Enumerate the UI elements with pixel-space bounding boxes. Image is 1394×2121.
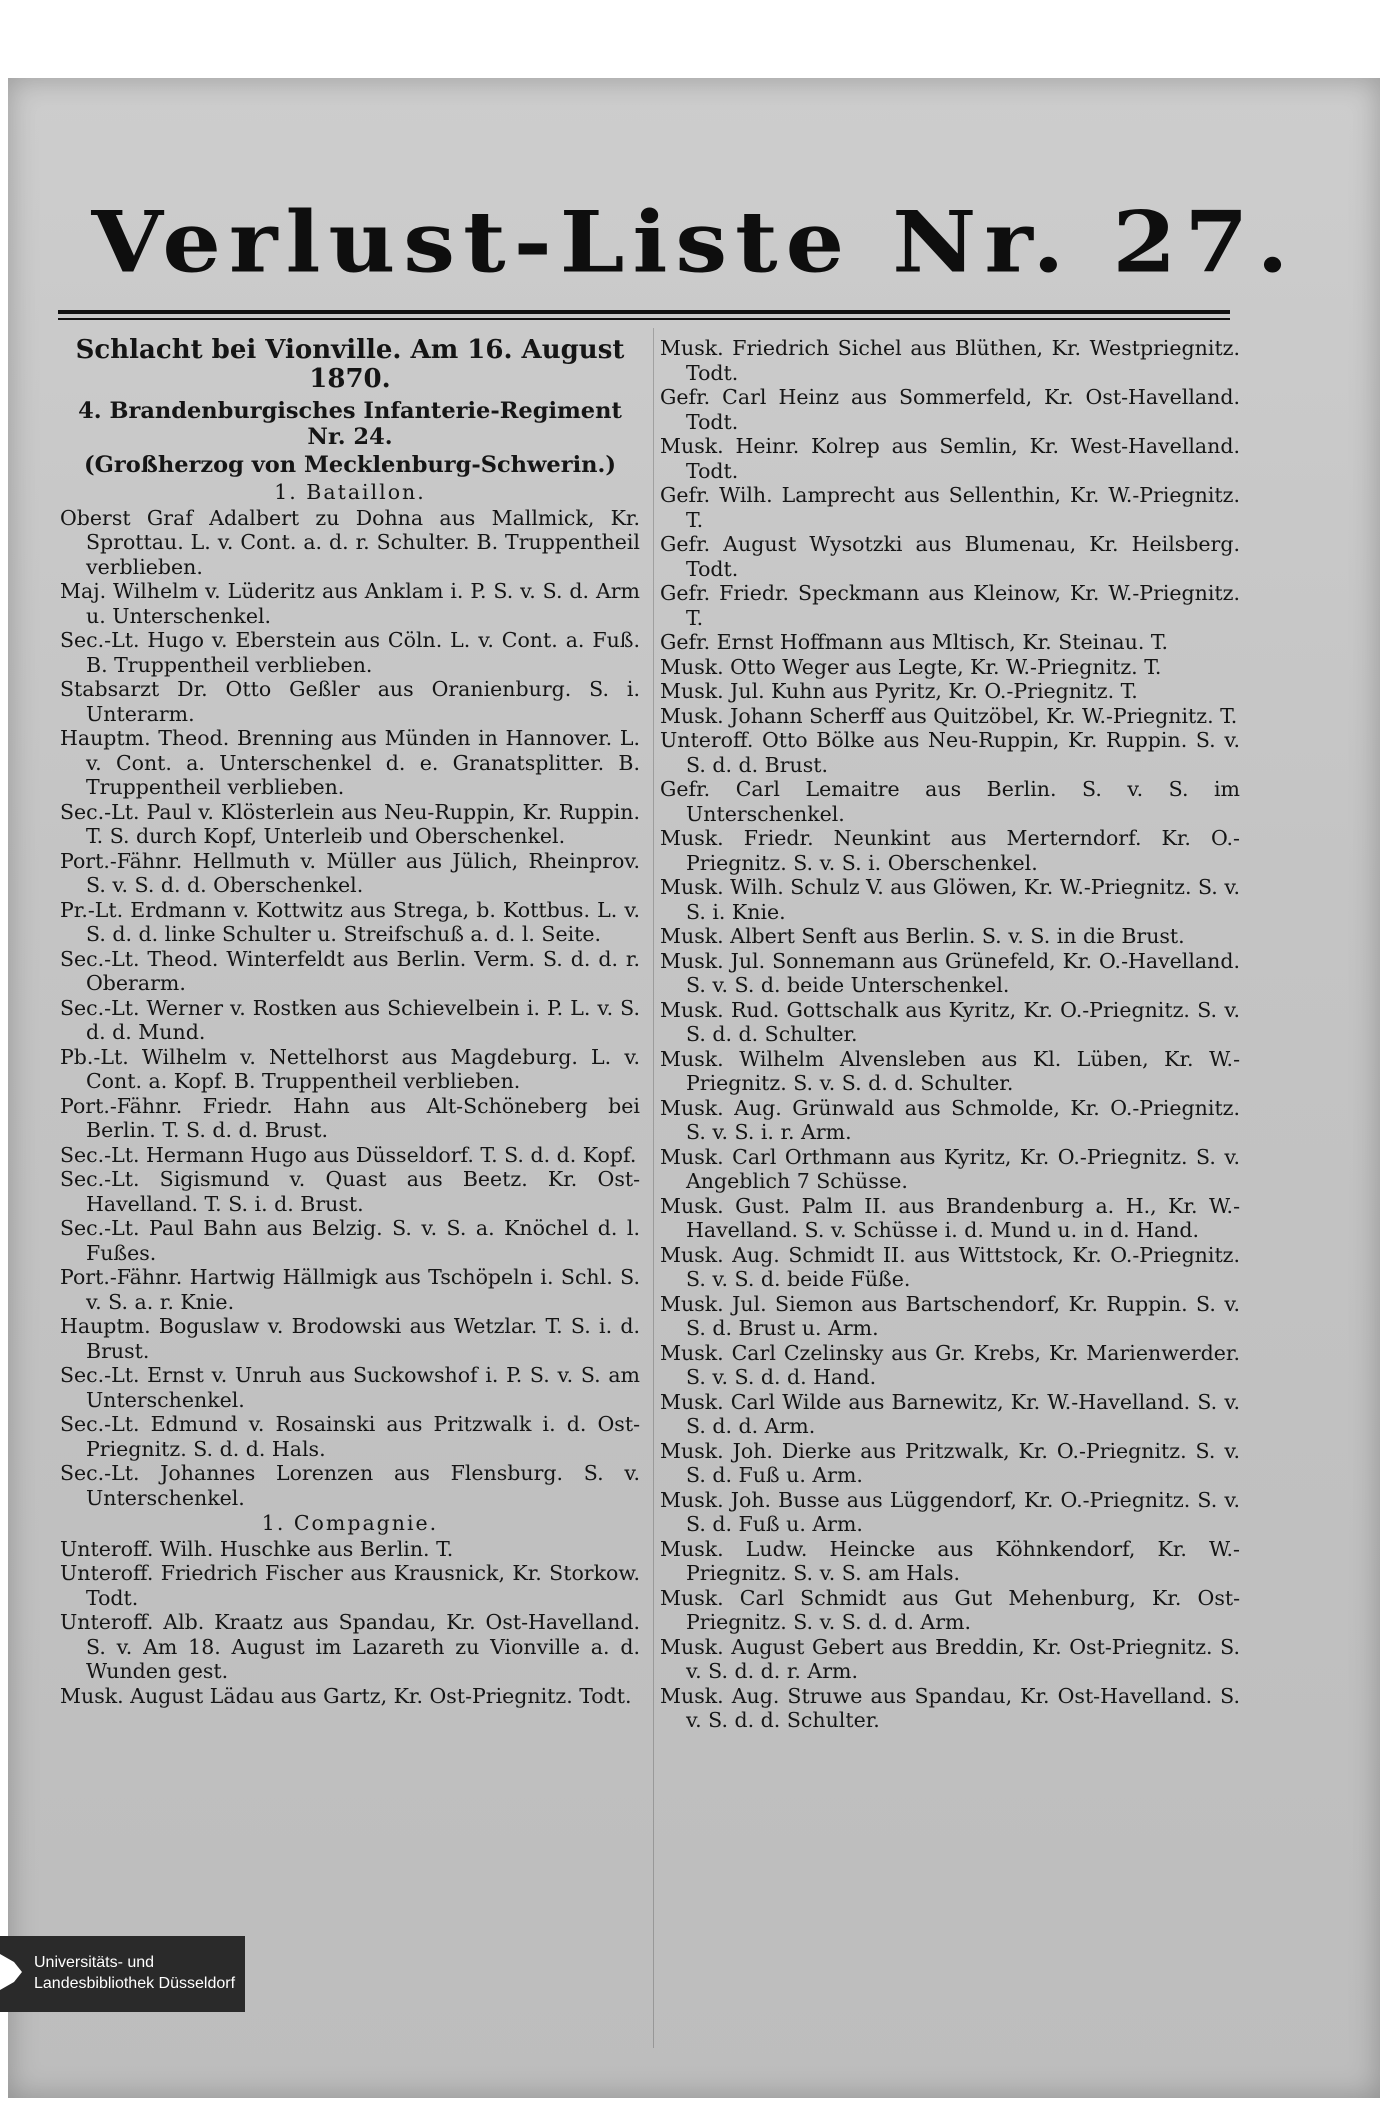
casualty-entry: Port.-Fähnr. Friedr. Hahn aus Alt-Schöneberg bei Berlin. T. S. d. d. Brust. bbox=[60, 1093, 640, 1142]
page-title: Verlust-Liste Nr. 27. bbox=[91, 192, 1297, 292]
casualty-entry: Sec.-Lt. Werner v. Rostken aus Schievelbein i. P. L. v. S. d. d. Mund. bbox=[60, 995, 640, 1044]
title-rule-thick bbox=[58, 310, 1230, 314]
casualty-entry: Gefr. Carl Lemaitre aus Berlin. S. v. S. im Unterschenkel. bbox=[660, 777, 1240, 826]
casualty-entry: Musk. Carl Wilde aus Barnewitz, Kr. W.-Havelland. S. v. S. d. d. Arm. bbox=[660, 1389, 1240, 1438]
casualty-entry: Port.-Fähnr. Hellmuth v. Müller aus Jülich, Rheinprov. S. v. S. d. d. Oberschenkel. bbox=[60, 848, 640, 897]
casualty-entry: Musk. Jul. Kuhn aus Pyritz, Kr. O.-Priegnitz. T. bbox=[660, 679, 1138, 703]
casualty-entry: Maj. Wilhelm v. Lüderitz aus Anklam i. P. S. v. S. d. Arm u. Unterschenkel. bbox=[60, 579, 640, 628]
right-column bbox=[660, 336, 1240, 1733]
casualty-entry: Sec.-Lt. Theod. Winterfeldt aus Berlin. Verm. S. d. d. r. Oberarm. bbox=[60, 946, 640, 995]
casualty-entry: Gefr. Ernst Hoffmann aus Mltisch, Kr. Steinau. T. bbox=[660, 630, 1169, 654]
casualty-entry: Sec.-Lt. Paul v. Klösterlein aus Neu-Ruppin, Kr. Ruppin. T. S. durch Kopf, Unterleib und Oberschenkel. bbox=[60, 799, 640, 848]
library-logo-icon bbox=[0, 1950, 22, 1992]
column-separator bbox=[653, 328, 654, 2048]
casualty-entry: Musk. Heinr. Kolrep aus Semlin, Kr. West-Havelland. Todt. bbox=[660, 434, 1240, 483]
casualty-entry: Sec.-Lt. Hermann Hugo aus Düsseldorf. T. S. d. d. Kopf. bbox=[60, 1142, 637, 1167]
casualty-entry: Port.-Fähnr. Hartwig Hällmigk aus Tschöpeln i. Schl. S. v. S. a. r. Knie. bbox=[60, 1265, 640, 1314]
casualty-entry: Musk. Johann Scherff aus Quitzöbel, Kr. W.-Priegnitz. T. bbox=[660, 703, 1238, 728]
casualty-entry: Hauptm. Boguslaw v. Brodowski aus Wetzlar. T. S. i. d. Brust. bbox=[60, 1314, 640, 1363]
casualty-entry: Musk. Jul. Sonnemann aus Grünefeld, Kr. O.-Havelland. S. v. S. d. beide Unterschenkel. bbox=[660, 948, 1240, 997]
casualty-entry: Musk. Carl Orthmann aus Kyritz, Kr. O.-Priegnitz. S. v. Angeblich 7 Schüsse. bbox=[660, 1144, 1240, 1193]
casualty-entry: Musk. Aug. Schmidt II. aus Wittstock, Kr. O.-Priegnitz. S. v. S. d. beide Füße. bbox=[660, 1242, 1240, 1291]
casualty-list-continued bbox=[660, 336, 1240, 1733]
section-heading-compagnie: 1. Compagnie. bbox=[261, 1511, 439, 1535]
casualty-entry: Musk. Friedrich Sichel aus Blüthen, Kr. Westpriegnitz. Todt. bbox=[660, 336, 1240, 385]
casualty-entry: Musk. August Lädau aus Gartz, Kr. Ost-Priegnitz. Todt. bbox=[60, 1683, 632, 1708]
casualty-entry: Sec.-Lt. Ernst v. Unruh aus Suckowshof i. P. S. v. S. am Unterschenkel. bbox=[60, 1363, 640, 1412]
casualty-entry: Musk. Joh. Busse aus Lüggendorf, Kr. O.-Priegnitz. S. v. S. d. Fuß u. Arm. bbox=[660, 1487, 1240, 1536]
library-logo-line1: Universitäts- und bbox=[34, 1954, 155, 1971]
section-heading-bataillon: 1. Bataillon. bbox=[274, 480, 426, 504]
battle-heading: Schlacht bei Vionville. Am 16. August 1870. bbox=[75, 335, 625, 394]
casualty-list-compagnie bbox=[60, 1537, 640, 1709]
casualty-entry: Musk. Aug. Grünwald aus Schmolde, Kr. O.-Priegnitz. S. v. S. i. r. Arm. bbox=[660, 1095, 1240, 1144]
casualty-entry: Musk. Jul. Siemon aus Bartschendorf, Kr. Ruppin. S. v. S. d. Brust u. Arm. bbox=[660, 1291, 1240, 1340]
left-column bbox=[60, 336, 640, 1708]
casualty-entry: Musk. Carl Czelinsky aus Gr. Krebs, Kr. Marienwerder. S. v. S. d. d. Hand. bbox=[660, 1340, 1240, 1389]
casualty-entry: Musk. Albert Senft aus Berlin. S. v. S. in die Brust. bbox=[660, 924, 1185, 948]
casualty-entry: Musk. Carl Schmidt aus Gut Mehenburg, Kr. Ost-Priegnitz. S. v. S. d. d. Arm. bbox=[660, 1585, 1240, 1634]
casualty-entry: Gefr. August Wysotzki aus Blumenau, Kr. Heilsberg. Todt. bbox=[660, 532, 1240, 581]
casualty-entry: Unteroff. Otto Bölke aus Neu-Ruppin, Kr. Ruppin. S. v. S. d. d. Brust. bbox=[660, 728, 1240, 777]
casualty-list-bataillon bbox=[60, 506, 640, 1511]
casualty-entry: Gefr. Carl Heinz aus Sommerfeld, Kr. Ost-Havelland. Todt. bbox=[660, 385, 1240, 434]
casualty-entry: Musk. Wilh. Schulz V. aus Glöwen, Kr. W.-Priegnitz. S. v. S. i. Knie. bbox=[660, 875, 1241, 924]
casualty-entry: Pb.-Lt. Wilhelm v. Nettelhorst aus Magdeburg. L. v. Cont. a. Kopf. B. Truppentheil verblieben. bbox=[60, 1044, 640, 1093]
casualty-entry: Musk. Rud. Gottschalk aus Kyritz, Kr. O.-Priegnitz. S. v. S. d. d. Schulter. bbox=[660, 997, 1240, 1046]
library-logo-line2: Landesbibliothek Düsseldorf bbox=[34, 1975, 236, 1992]
casualty-entry: Hauptm. Theod. Brenning aus Münden in Hannover. L. v. Cont. a. Unterschenkel d. e. Granatsplitter. B. Truppentheil verblieben. bbox=[60, 726, 640, 799]
casualty-entry: Musk. Aug. Struwe aus Spandau, Kr. Ost-Havelland. S. v. S. d. d. Schulter. bbox=[660, 1683, 1240, 1732]
casualty-entry: Stabsarzt Dr. Otto Geßler aus Oranienburg. S. i. Unterarm. bbox=[60, 677, 640, 726]
casualty-entry: Musk. Gust. Palm II. aus Brandenburg a. H., Kr. W.-Havelland. S. v. Schüsse i. d. Mund u. in d. Hand. bbox=[660, 1193, 1240, 1242]
casualty-entry: Gefr. Wilh. Lamprecht aus Sellenthin, Kr. W.-Priegnitz. T. bbox=[660, 483, 1240, 532]
casualty-entry: Unteroff. Friedrich Fischer aus Krausnick, Kr. Storkow. Todt. bbox=[60, 1561, 640, 1610]
casualty-entry: Oberst Graf Adalbert zu Dohna aus Mallmick, Kr. Sprottau. L. v. Cont. a. d. r. Schulter. B. Truppentheil verblieben. bbox=[60, 505, 640, 579]
casualty-entry: Unteroff. Alb. Kraatz aus Spandau, Kr. Ost-Havelland. S. v. Am 18. August im Lazareth zu Vionville a. d. Wunden gest. bbox=[60, 1610, 640, 1683]
casualty-entry: Sec.-Lt. Sigismund v. Quast aus Beetz. Kr. Ost-Havelland. T. S. i. d. Brust. bbox=[60, 1167, 640, 1216]
regiment-subheading: (Großherzog von Mecklenburg-Schwerin.) bbox=[84, 452, 616, 478]
casualty-entry: Sec.-Lt. Edmund v. Rosainski aus Pritzwalk i. d. Ost-Priegnitz. S. d. d. Hals. bbox=[60, 1412, 640, 1461]
casualty-entry: Sec.-Lt. Johannes Lorenzen aus Flensburg. S. v. Unterschenkel. bbox=[60, 1461, 640, 1510]
casualty-entry: Pr.-Lt. Erdmann v. Kottwitz aus Strega, b. Kottbus. L. v. S. d. d. linke Schulter u. Streifschuß a. d. l. Seite. bbox=[60, 897, 640, 946]
library-logo-text bbox=[34, 1952, 235, 1994]
casualty-entry: Musk. Joh. Dierke aus Pritzwalk, Kr. O.-Priegnitz. S. v. S. d. Fuß u. Arm. bbox=[660, 1438, 1240, 1487]
casualty-entry: Gefr. Friedr. Speckmann aus Kleinow, Kr. W.-Priegnitz. T. bbox=[660, 581, 1240, 630]
casualty-entry: Musk. August Gebert aus Breddin, Kr. Ost-Priegnitz. S. v. S. d. d. r. Arm. bbox=[660, 1634, 1240, 1683]
casualty-entry: Musk. Wilhelm Alvensleben aus Kl. Lüben, Kr. W.-Priegnitz. S. v. S. d. d. Schulter. bbox=[660, 1046, 1240, 1095]
casualty-entry: Musk. Friedr. Neunkint aus Merterndorf. Kr. O.-Priegnitz. S. v. S. i. Oberschenkel. bbox=[660, 826, 1240, 875]
casualty-entry: Sec.-Lt. Hugo v. Eberstein aus Cöln. L. v. Cont. a. Fuß. B. Truppentheil verblieben. bbox=[60, 628, 640, 677]
casualty-entry: Musk. Otto Weger aus Legte, Kr. W.-Priegnitz. T. bbox=[660, 654, 1162, 679]
library-logo bbox=[0, 1946, 300, 2002]
title-rule-thin bbox=[58, 318, 1230, 320]
casualty-entry: Sec.-Lt. Paul Bahn aus Belzig. S. v. S. a. Knöchel d. l. Fußes. bbox=[60, 1216, 640, 1265]
casualty-entry: Unteroff. Wilh. Huschke aus Berlin. T. bbox=[60, 1536, 454, 1561]
regiment-heading: 4. Brandenburgisches Infanterie-Regiment Nr. 24. bbox=[78, 398, 622, 450]
casualty-entry: Musk. Ludw. Heincke aus Köhnkendorf, Kr. W.-Priegnitz. S. v. S. am Hals. bbox=[660, 1536, 1240, 1585]
newspaper-page bbox=[8, 78, 1380, 2098]
